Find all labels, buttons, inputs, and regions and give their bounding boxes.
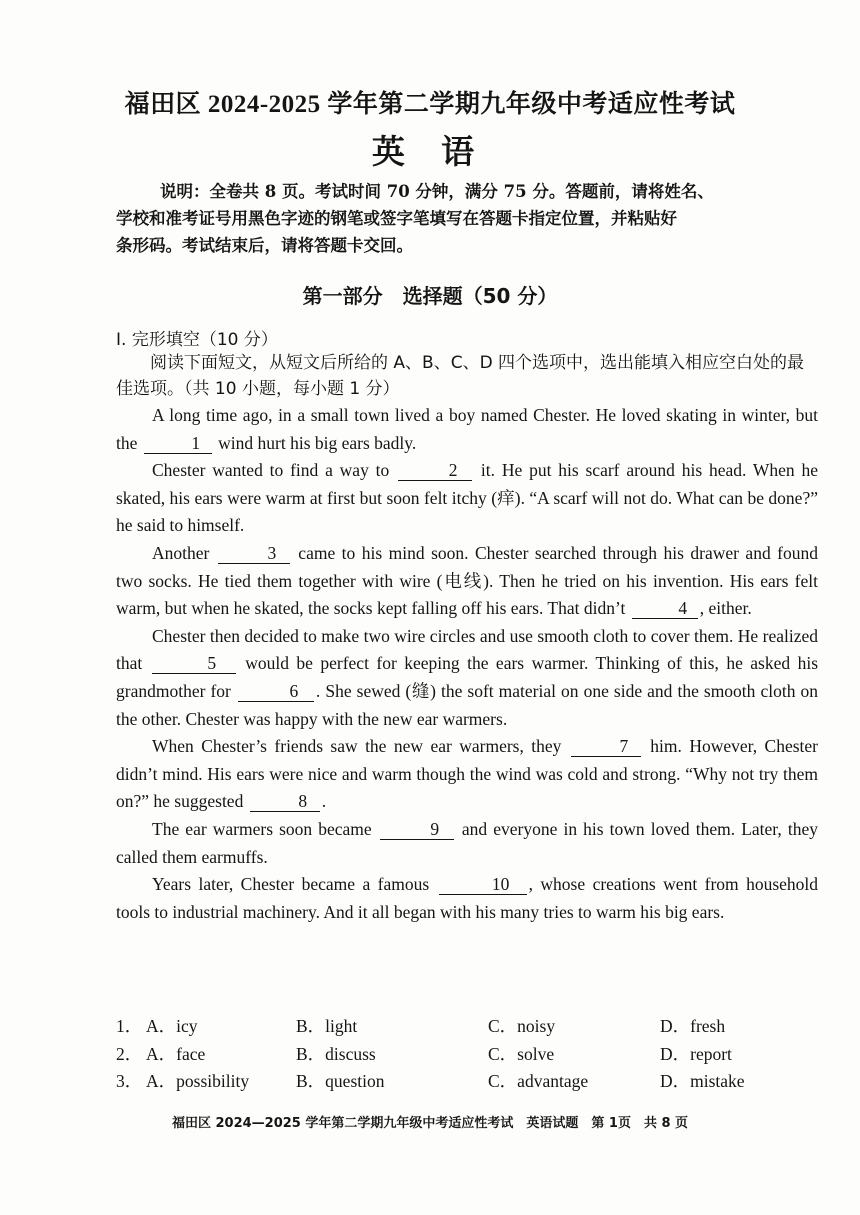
- page-footer: 福田区 2024—2025 学年第二学期九年级中考适应性考试 英语试题 第 1页 共 8 页: [171, 1116, 689, 1131]
- passage-text: , either.: [699, 598, 752, 619]
- passage-paragraph: [116, 457, 818, 540]
- option-d: D．fresh: [660, 1016, 726, 1036]
- passage-text: When Chester’s friends saw the new ear warmers, they: [152, 736, 562, 757]
- passage-text: Chester then decided to make two wire circles and use smooth cloth to cover them. He realized that: [116, 625, 818, 674]
- passage-text: came to his mind soon. Chester searched through his drawer and found two socks. He tied them together with wire (电线). Then he tried on his invention. His ears felt warm, but when he skated, the socks kept falling off his ears. That didn’t: [116, 542, 818, 619]
- instructions-line: 学校和准考证号用黑色字迹的钢笔或签字笔填写在答题卡指定位置，并粘贴好: [116, 209, 677, 228]
- option-b: B．discuss: [296, 1043, 376, 1064]
- option-d: D．mistake: [660, 1071, 745, 1091]
- section-direction: 阅读下面短文，从短文后所给的 A、B、C、D 四个选项中，选出能填入相应空白处的最佳选项。（共 10 小题，每小题 1 分）: [116, 353, 805, 399]
- blank-2: 2: [398, 460, 472, 481]
- passage-text: Years later, Chester became a famous: [152, 874, 430, 895]
- passage-text: .: [321, 791, 327, 812]
- passage-text: . She sewed (缝) the soft material on one side and the smooth cloth on the other. Chester was happy with the new ear warmers.: [116, 680, 818, 729]
- blank-4: 4: [632, 598, 698, 619]
- passage-text: would be perfect for keeping the ears warmer. Thinking of this, he asked his grandmother for: [116, 653, 819, 701]
- instructions-line: 说明：全卷共 8 页。考试时间 70 分钟，满分 75 分。答题前，请将姓名、: [160, 182, 714, 201]
- passage-paragraph: [116, 540, 818, 623]
- exam-title: 福田区 2024-2025 学年第二学期九年级中考适应性考试: [124, 91, 736, 118]
- passage-paragraph: [116, 402, 818, 457]
- question-options: [116, 1013, 816, 1096]
- question-row: [116, 1041, 816, 1069]
- passage-paragraph: [116, 816, 818, 871]
- blank-3: 3: [218, 543, 290, 564]
- option-d: D．report: [660, 1043, 732, 1064]
- passage-text: A long time ago, in a small town lived a boy named Chester. He loved skating in winter, but the: [116, 405, 818, 453]
- option-b: B．light: [296, 1016, 358, 1036]
- question-number: 2．: [116, 1043, 143, 1064]
- section-one-heading: I. 完形填空（10 分）: [116, 330, 278, 350]
- option-c: C．solve: [488, 1043, 555, 1064]
- question-number: 1．: [116, 1016, 143, 1036]
- cloze-passage: [116, 402, 818, 926]
- subject-title: 英 语: [371, 135, 489, 171]
- option-c: C．advantage: [488, 1071, 589, 1091]
- passage-paragraph: [116, 623, 818, 733]
- blank-9: 9: [380, 819, 454, 840]
- option-b: B．question: [296, 1071, 385, 1091]
- passage-text: wind hurt his big ears badly.: [218, 432, 417, 453]
- passage-text: Chester wanted to find a way to: [152, 460, 390, 481]
- blank-6: 6: [238, 681, 314, 702]
- question-row: [116, 1068, 816, 1096]
- passage-paragraph: [116, 733, 818, 816]
- passage-text: , whose creations went from household tools to industrial machinery. And it all began with his many tries to warm his big ears.: [116, 874, 819, 922]
- question-number: 3．: [116, 1071, 143, 1091]
- passage-paragraph: [116, 871, 818, 926]
- blank-8: 8: [250, 791, 320, 812]
- passage-text: it. He put his scarf around his head. When he skated, his ears were warm at first but soon felt itchy (痒). “A scarf will not do. What can be done?” he said to himself.: [116, 460, 819, 536]
- passage-text: and everyone in his town loved them. Later, they called them earmuffs.: [116, 818, 819, 867]
- option-c: C．noisy: [488, 1016, 556, 1036]
- option-a: A．icy: [146, 1016, 198, 1036]
- blank-7: 7: [571, 736, 641, 757]
- option-a: A．possibility: [146, 1071, 250, 1091]
- part-one-heading: 第一部分 选择题（50 分）: [302, 284, 558, 308]
- option-a: A．face: [146, 1043, 206, 1064]
- blank-5: 5: [152, 653, 236, 674]
- instructions-line: 条形码。考试结束后，请将答题卡交回。: [116, 236, 413, 255]
- passage-text: Another: [152, 542, 210, 563]
- instructions: [116, 178, 816, 259]
- blank-10: 10: [439, 874, 527, 895]
- blank-1: 1: [144, 433, 212, 454]
- question-row: [116, 1013, 816, 1041]
- passage-text: The ear warmers soon became: [152, 818, 372, 839]
- passage-text: him. However, Chester didn’t mind. His ears were nice and warm though the wind was cold and strong. “Why not try them on?” he suggested: [116, 736, 819, 812]
